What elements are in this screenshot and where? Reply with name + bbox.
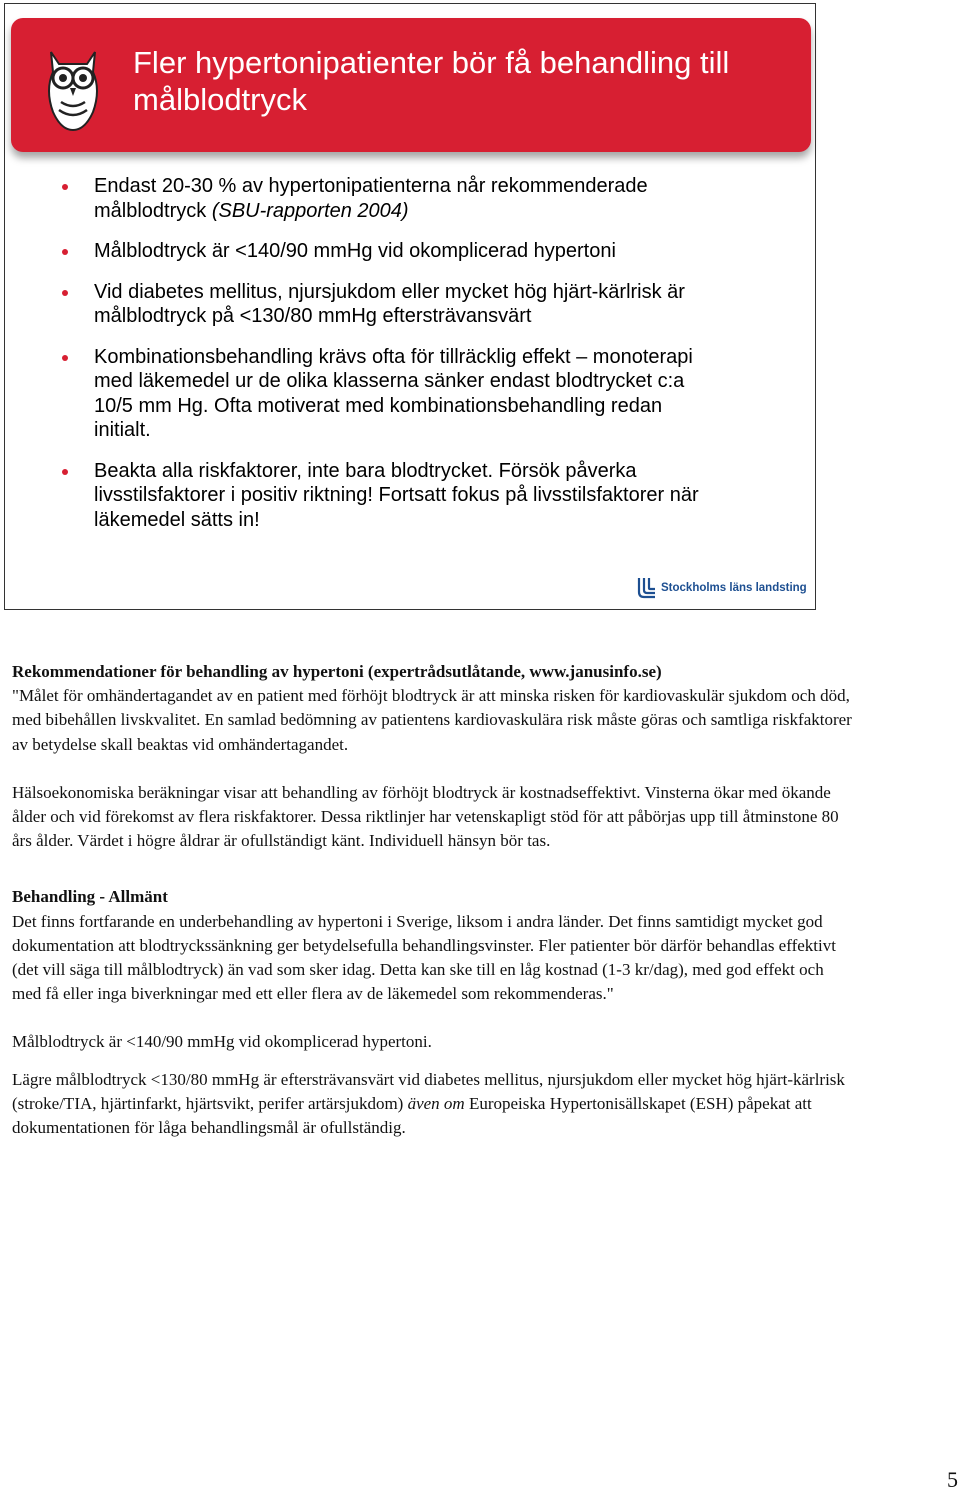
slide-bullet: Beakta alla riskfaktorer, inte bara blodtrycket. Försök påverka livsstilsfaktorer i positiv riktning! Fortsatt fokus på livsstilsfaktorer när läkemedel sätts in! <box>59 459 789 533</box>
bullet-dot-icon <box>62 290 68 296</box>
slide-title: Fler hypertonipatienter bör få behandling till målblodtryck <box>133 45 730 117</box>
owl-logo-icon <box>43 42 103 134</box>
heading-recommendations: Rekommendationer för behandling av hypertoni (expertrådsutlåtande, www.janusinfo.se) <box>12 662 662 681</box>
bullet-dot-icon <box>62 184 68 190</box>
sll-logo-text: Stockholms läns landsting <box>661 582 807 594</box>
paragraph: Lägre målblodtryck <130/80 mmHg är eftersträvansvärt vid diabetes mellitus, njursjukdom eller mycket hög hjärt-kärlrisk (stroke/TIA, hjärtinfarkt, hjärtsvikt, perifer artärsjukdom) även om Europeiska Hypertonisällskapet (ESH) påpekat att dokumentationen för låga behandlingsmål är ofullständig. <box>12 1069 845 1138</box>
bullet-dot-icon <box>62 355 68 361</box>
slide-bullet-list <box>59 174 789 548</box>
heading-treatment-general: Behandling - Allmänt <box>12 887 168 907</box>
paragraph: Målblodtryck är <140/90 mmHg vid okomplicerad hypertoni. <box>12 1032 432 1052</box>
paragraph: Hälsoekonomiska beräkningar visar att behandling av förhöjt blodtryck är kostnadseffektivt. Vinsterna ökar med ökande ålder och vid förekomst av flera riskfaktorer. Dessa riktlinjer har vetenskapligt stöd för att påbörjas upp till åtminstone 80 års ålder. Värdet i högre åldrar är ofullständigt känt. Individuell hänsyn bör tas. <box>12 782 839 851</box>
bullet-dot-icon <box>62 469 68 475</box>
slide-bullet: Vid diabetes mellitus, njursjukdom eller mycket hög hjärt-kärlrisk är målblodtryck på <130/80 mmHg eftersträvansvärt <box>59 280 789 329</box>
bullet-citation: (SBU-rapporten 2004) <box>211 199 409 222</box>
document-body <box>12 660 852 1140</box>
bullet-dot-icon <box>62 249 68 255</box>
paragraph: Det finns fortfarande en underbehandling av hypertoni i Sverige, liksom i andra länder. Det finns samtidigt mycket god dokumentation att blodtryckssänkning ger betydelsefulla behandlingsvinster. Fler patienter bör därför behandlas effektivt (det vill säga till målblodtryck) än vad som sker idag. Detta kan ske till en låg kostnad (1-3 kr/dag), med god effekt och med få eller inga biverkningar med ett eller flera av de läkemedel som rekommenderas." <box>12 911 836 1004</box>
paragraph: "Målet för omhändertagandet av en patient med förhöjt blodtryck är att minska risken för kardiovaskulär sjukdom och död, med bibehållen livskvalitet. En samlad bedömning av patientens kardiovaskulära risk måste göras och samtliga riskfaktorer av betydelse skall beaktas vid omhändertagandet. <box>12 686 852 754</box>
slide-title-banner <box>11 18 811 152</box>
slide-bullet: Endast 20-30 % av hypertonipatienterna når rekommenderade målblodtryck (SBU-rapporten 2004) <box>59 174 789 223</box>
slide-bullet: Målblodtryck är <140/90 mmHg vid okomplicerad hypertoni <box>59 239 789 264</box>
sll-logo <box>635 576 807 600</box>
page-number: 5 <box>947 1467 958 1492</box>
slide-bullet: Kombinationsbehandling krävs ofta för tillräcklig effekt – monoterapi med läkemedel ur de olika klasserna sänker endast blodtrycket c:a 10/5 mm Hg. Ofta motiverat med kombinationsbehandling redan initialt. <box>59 345 789 443</box>
sll-logo-icon <box>635 576 657 600</box>
slide-image <box>4 3 816 610</box>
